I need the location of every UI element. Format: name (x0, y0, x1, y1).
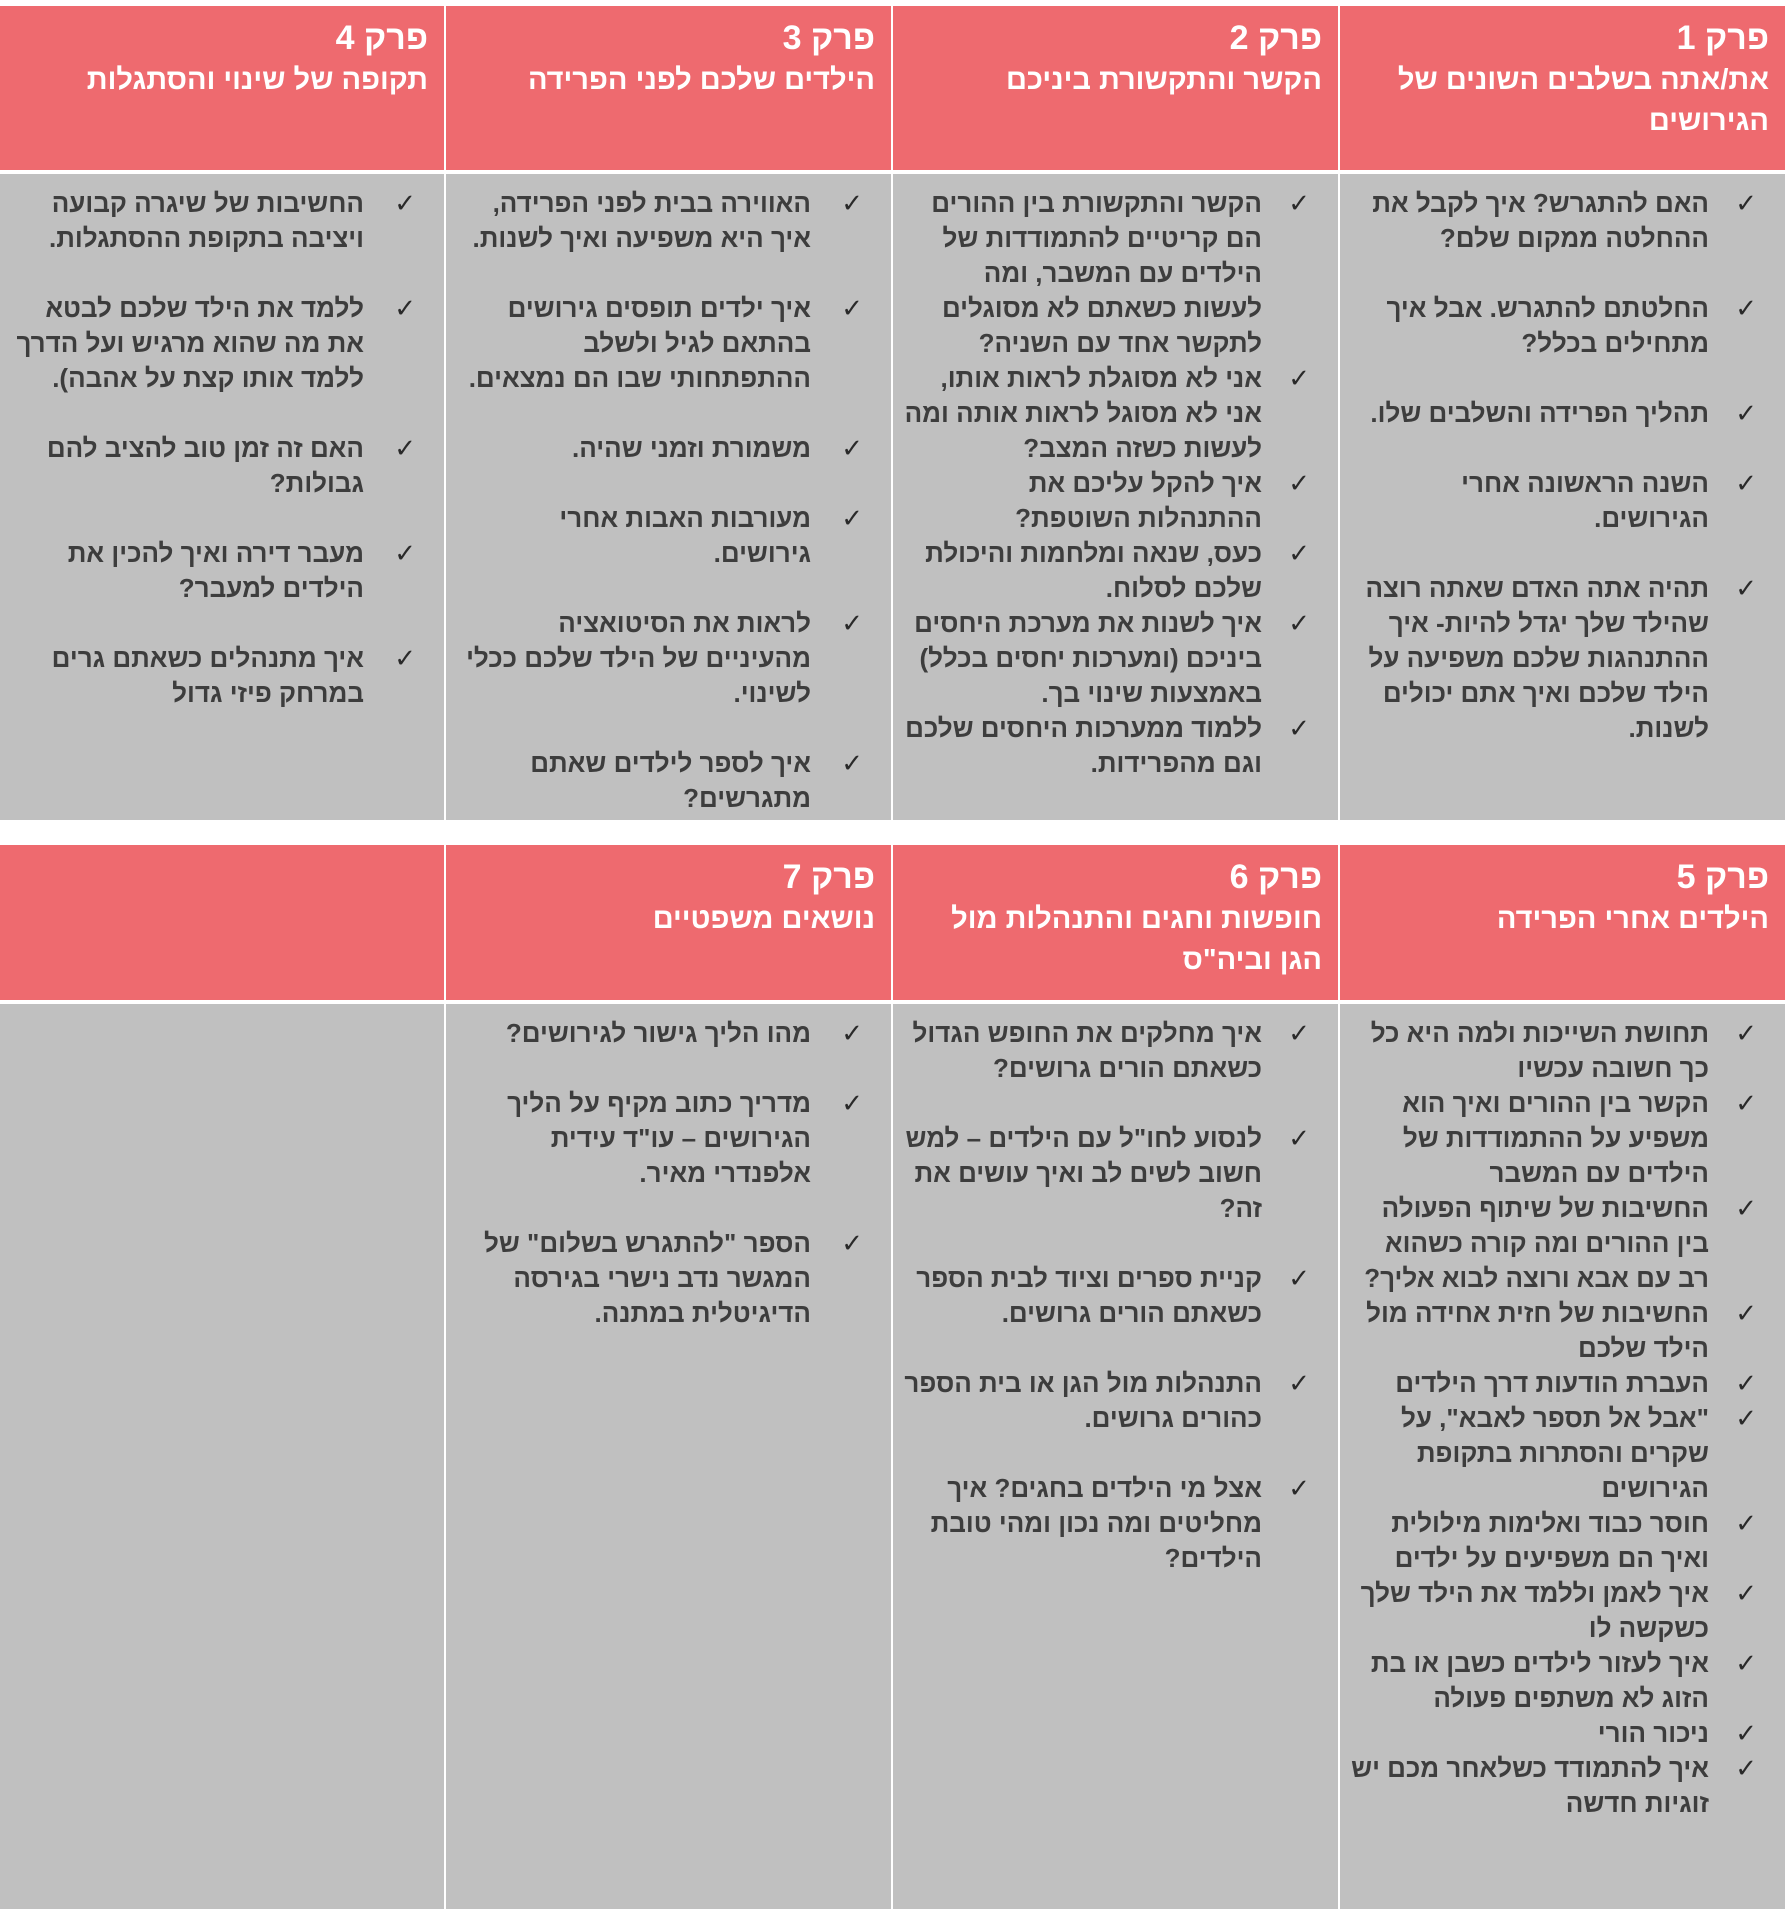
list-item (1350, 571, 1769, 746)
list-item-text: איך מתנהלים כשאתם גרים במרחק פיזי גדול (51, 643, 364, 708)
list-item-text: ללמוד ממערכות היחסים שלכם וגם מהפרידות. (905, 713, 1262, 778)
list-item-text: התנהלות מול הגן או בית הספר כהורים גרושים. (904, 1368, 1262, 1433)
list-item (1350, 1191, 1769, 1296)
list-item (1350, 1296, 1769, 1366)
checkmark-icon: ✓ (1735, 1088, 1757, 1118)
chapter-6-body (893, 1004, 1338, 1909)
chapter-2-body (893, 174, 1338, 820)
list-item-text: האם להתגרש? איך לקבל את ההחלטה ממקום שלם? (1372, 188, 1709, 253)
chapter-7-header (446, 845, 891, 1000)
list-item-text: הקשר והתקשורת בין ההורים הם קריטיים להתמודדות של הילדים עם המשבר, ומה לעשות כשאתם לא מסוגלים לתקשר אחד עם השניה? (931, 188, 1262, 358)
checkmark-icon: ✓ (1735, 1508, 1757, 1538)
chapter-4-body (0, 174, 444, 820)
checkmark-icon: ✓ (1735, 1018, 1757, 1048)
checkmark-icon: ✓ (1735, 1718, 1757, 1748)
list-item-text: איך לעזור לילדים כשבן או בת הזוג לא משתפים פעולה (1370, 1648, 1709, 1713)
list-item (1350, 1401, 1769, 1506)
list-item-text: לראות את הסיטואציה מהעיניים של הילד שלכם ככלי לשינוי. (466, 608, 811, 708)
list-item-text: החשיבות של חזית אחידה מול הילד שלכם (1366, 1298, 1709, 1363)
chapter-title: הילדים שלכם לפני הפרידה (527, 64, 875, 96)
list-item-text: ניכור הורי (1597, 1718, 1709, 1748)
checkmark-icon: ✓ (841, 433, 863, 463)
empty-header (0, 845, 444, 1000)
list-item-text: איך להתמודד כשלאחר מכם יש זוגיות חדשה (1351, 1753, 1709, 1818)
list-item-text: מדריך כתוב מקיף על הליך הגירושים – עו"ד עידית אלפנדרי מאיר. (507, 1088, 811, 1188)
checkmark-icon: ✓ (394, 433, 416, 463)
list-item-text: מעבר דירה ואיך להכין את הילדים למעבר? (67, 538, 364, 603)
chapter-items (13, 186, 428, 711)
chapter-number: פרק 2 (1229, 19, 1322, 57)
chapter-items (456, 186, 875, 816)
checkmark-icon: ✓ (394, 293, 416, 323)
chapter-6-header (893, 845, 1338, 1000)
checkmark-icon: ✓ (1288, 1368, 1310, 1398)
checkmark-icon: ✓ (841, 1228, 863, 1258)
list-item (456, 1086, 875, 1191)
chapter-5-body (1340, 1004, 1785, 1909)
list-item (1350, 1016, 1769, 1086)
list-item-text: תהליך הפרידה והשלבים שלו. (1370, 398, 1709, 428)
chapter-title: הילדים אחרי הפרידה (1496, 903, 1769, 935)
chapter-3-body (446, 174, 891, 820)
list-item (903, 1471, 1322, 1576)
list-item-text: אני לא מסוגלת לראות אותו, אני לא מסוגל לראות אותה ומה לעשות כשזה המצב? (904, 363, 1262, 463)
checkmark-icon: ✓ (1288, 1473, 1310, 1503)
list-item (903, 186, 1322, 361)
list-item (456, 606, 875, 711)
checkmark-icon: ✓ (1735, 1298, 1757, 1328)
chapter-4-header (0, 6, 444, 170)
list-item-text: קניית ספרים וציוד לבית הספר כשאתם הורים גרושים. (916, 1263, 1262, 1328)
checkmark-icon: ✓ (1735, 1403, 1757, 1433)
checkmark-icon: ✓ (1288, 188, 1310, 218)
checkmark-icon: ✓ (1288, 713, 1310, 743)
checkmark-icon: ✓ (841, 1018, 863, 1048)
list-item-text: חוסר כבוד ואלימות מילולית ואיך הם משפיעים על ילדים (1391, 1508, 1709, 1573)
checkmark-icon: ✓ (1735, 1578, 1757, 1608)
checkmark-icon: ✓ (1735, 1368, 1757, 1398)
chapter-number: פרק 5 (1676, 858, 1769, 896)
list-item (1350, 1576, 1769, 1646)
checkmark-icon: ✓ (1735, 293, 1757, 323)
chapter-3-header (446, 6, 891, 170)
list-item (903, 711, 1322, 781)
checkmark-icon: ✓ (1735, 1648, 1757, 1678)
checkmark-icon: ✓ (841, 503, 863, 533)
list-item-text: תהיה אתה האדם שאתה רוצה שהילד שלך יגדל להיות- איך ההתנהגות שלכם משפיעה על הילד שלכם ואיך אתם יכולים לשנות. (1365, 573, 1709, 743)
list-item (456, 1226, 875, 1331)
checkmark-icon: ✓ (1735, 188, 1757, 218)
list-item-text: כעס, שנאה ומלחמות והיכולת שלכם לסלוח. (925, 538, 1262, 603)
list-item (456, 501, 875, 571)
list-item (1350, 1506, 1769, 1576)
checkmark-icon: ✓ (1735, 468, 1757, 498)
list-item (1350, 291, 1769, 361)
list-item (1350, 1646, 1769, 1716)
checkmark-icon: ✓ (1735, 1193, 1757, 1223)
chapter-7-body (446, 1004, 891, 1909)
chapter-number: פרק 1 (1676, 19, 1769, 57)
chapter-items (1350, 1016, 1769, 1821)
list-item-text: איך להקל עליכם את ההתנהלות השוטפת? (1015, 468, 1262, 533)
checkmark-icon: ✓ (1288, 1018, 1310, 1048)
list-item-text: ללמד את הילד שלכם לבטא את מה שהוא מרגיש ועל הדרך ללמד אותו קצת על אהבה). (16, 293, 364, 393)
checkmark-icon: ✓ (394, 188, 416, 218)
checkmark-icon: ✓ (1288, 1263, 1310, 1293)
checkmark-icon: ✓ (394, 538, 416, 568)
checkmark-icon: ✓ (1288, 538, 1310, 568)
list-item-text: הספר "להתגרש בשלום" של המגשר נדב נישרי בגירסה הדיגיטלית במתנה. (484, 1228, 811, 1328)
chapter-items (1350, 186, 1769, 746)
chapter-2-header (893, 6, 1338, 170)
chapter-title: הקשר והתקשורת ביניכם (1006, 64, 1322, 96)
list-item (13, 431, 428, 501)
checkmark-icon: ✓ (841, 188, 863, 218)
list-item-text: העברת הודעות דרך הילדים (1395, 1368, 1709, 1398)
checkmark-icon: ✓ (1735, 573, 1757, 603)
list-item-text: הקשר בין ההורים ואיך הוא משפיע על ההתמודדות של הילדים עם המשבר (1402, 1088, 1709, 1188)
checkmark-icon: ✓ (1288, 468, 1310, 498)
chapter-number: פרק 3 (782, 19, 875, 57)
list-item-text: "אבל אל תספר לאבא", על שקרים והסתרות בתקופת הגירושים (1401, 1403, 1709, 1503)
list-item-text: איך לספר לילדים שאתם מתגרשים? (530, 748, 811, 813)
list-item-text: איך לאמן וללמד את הילד שלך כשקשה לו (1360, 1578, 1709, 1643)
list-item (1350, 1086, 1769, 1191)
list-item (903, 606, 1322, 711)
chapter-number: פרק 6 (1229, 858, 1322, 896)
list-item (903, 536, 1322, 606)
chapter-1-body (1340, 174, 1785, 820)
list-item (903, 361, 1322, 466)
list-item (456, 1016, 875, 1051)
list-item (1350, 186, 1769, 256)
list-item (1350, 1366, 1769, 1401)
checkmark-icon: ✓ (841, 608, 863, 638)
list-item-text: תחושת השייכות ולמה היא כל כך חשובה עכשיו (1370, 1018, 1709, 1083)
list-item-text: איך לשנות את מערכת היחסים ביניכם (ומערכות יחסים בכלל) באמצעות שינוי בך. (914, 608, 1262, 708)
chapter-title: חופשות וחגים והתנהלות מול הגן וביה"ס (951, 903, 1322, 976)
list-item (903, 1121, 1322, 1226)
list-item (456, 431, 875, 466)
list-item-text: החשיבות של שיתוף הפעולה בין ההורים ומה קורה כשהוא רב עם אבא ורוצה לבוא אליך? (1364, 1193, 1709, 1293)
list-item (13, 291, 428, 396)
list-item-text: איך ילדים תופסים גירושים בהתאם לגיל ולשלב ההתפתחותי שבו הם נמצאים. (468, 293, 811, 393)
chapters-table-top (0, 6, 1785, 820)
list-item-text: איך מחלקים את החופש הגדול כשאתם הורים גרושים? (912, 1018, 1262, 1083)
chapter-items (456, 1016, 875, 1331)
list-item (903, 1366, 1322, 1436)
list-item (13, 641, 428, 711)
checkmark-icon: ✓ (1288, 1123, 1310, 1153)
chapter-title: נושאים משפטיים (652, 903, 875, 935)
list-item (1350, 396, 1769, 431)
list-item (1350, 1751, 1769, 1821)
chapter-items (903, 1016, 1322, 1576)
list-item-text: החשיבות של שיגרה קבועה ויציבה בתקופת ההסתגלות. (49, 188, 364, 253)
list-item (13, 536, 428, 606)
list-item (456, 291, 875, 396)
list-item-text: מהו הליך גישור לגירושים? (505, 1018, 811, 1048)
list-item (903, 1261, 1322, 1331)
checkmark-icon: ✓ (841, 1088, 863, 1118)
chapter-title: את/אתה בשלבים השונים של הגירושים (1397, 64, 1769, 137)
list-item (456, 746, 875, 816)
checkmark-icon: ✓ (841, 748, 863, 778)
list-item (13, 186, 428, 256)
list-item-text: אצל מי הילדים בחגים? איך מחליטים ומה נכון ומהי טובת הילדים? (930, 1473, 1262, 1573)
list-item (903, 1016, 1322, 1086)
chapter-title: תקופה של שינוי והסתגלות (86, 64, 428, 96)
chapter-number: פרק 7 (782, 858, 875, 896)
list-item (1350, 1716, 1769, 1751)
checkmark-icon: ✓ (1735, 398, 1757, 428)
checkmark-icon: ✓ (1288, 608, 1310, 638)
chapter-5-header (1340, 845, 1785, 1000)
list-item-text: החלטתם להתגרש. אבל איך מתחילים בכלל? (1386, 293, 1709, 358)
list-item-text: לנסוע לחו"ל עם הילדים – למש חשוב לשים לב ואיך עושים את זה? (905, 1123, 1262, 1223)
chapters-table-bottom (0, 845, 1785, 1909)
checkmark-icon: ✓ (841, 293, 863, 323)
list-item-text: השנה הראשונה אחרי הגירושים. (1461, 468, 1709, 533)
chapter-1-header (1340, 6, 1785, 170)
checkmark-icon: ✓ (1288, 363, 1310, 393)
list-item-text: משמורת וזמני שהיה. (572, 433, 811, 463)
chapter-items (903, 186, 1322, 781)
list-item-text: האם זה זמן טוב להציב להם גבולות? (46, 433, 364, 498)
list-item (1350, 466, 1769, 536)
list-item (903, 466, 1322, 536)
checkmark-icon: ✓ (1735, 1753, 1757, 1783)
list-item-text: מעורבות האבות אחרי גירושים. (559, 503, 811, 568)
empty-body (0, 1004, 444, 1909)
checkmark-icon: ✓ (394, 643, 416, 673)
list-item (456, 186, 875, 256)
chapter-number: פרק 4 (335, 19, 428, 57)
list-item-text: האווירה בבית לפני הפרידה, איך היא משפיעה ואיך לשנות. (472, 188, 811, 253)
